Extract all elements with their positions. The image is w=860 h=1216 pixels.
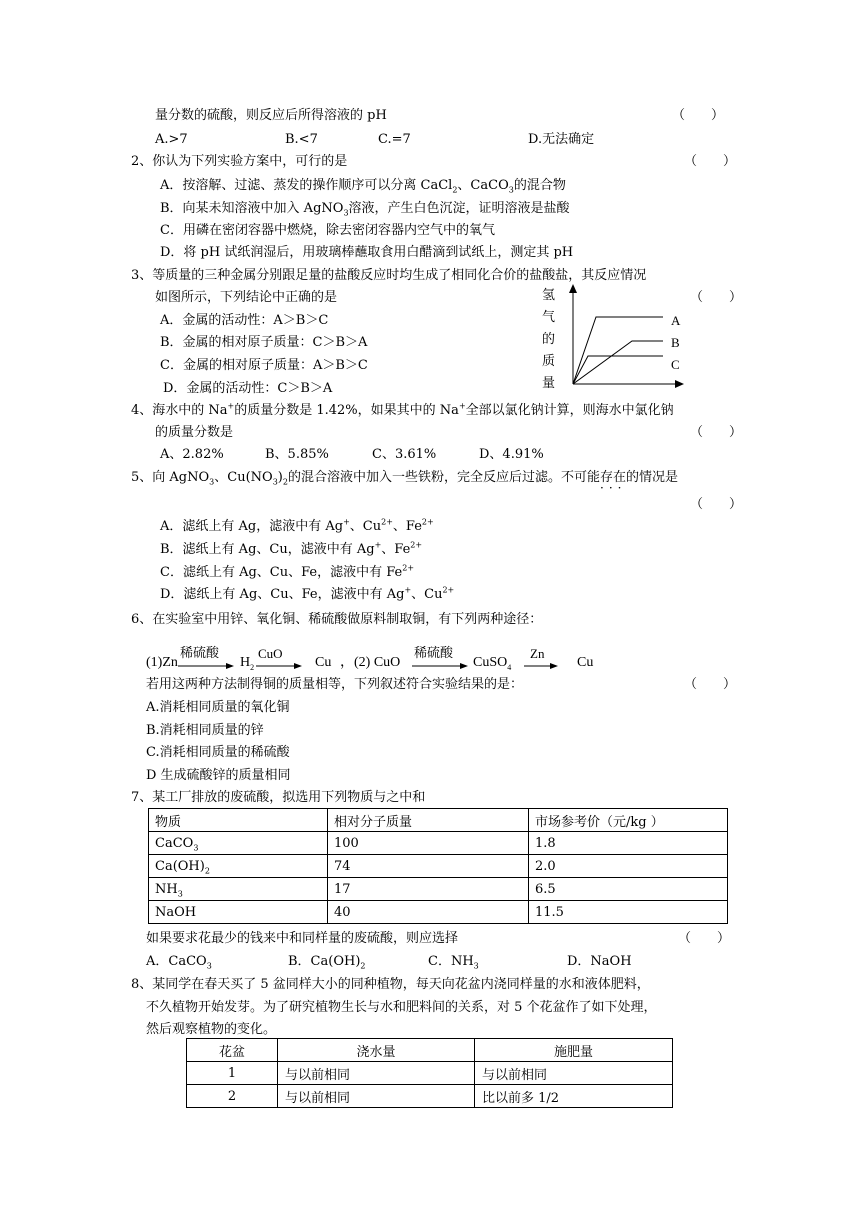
- q7-header-molar-mass: 相对分子质量: [328, 809, 529, 832]
- q8-header-water: 浇水量: [278, 1039, 475, 1062]
- q7-cell-substance: [149, 878, 328, 901]
- q7-cell-price: 2.0: [529, 855, 728, 878]
- q4-t2: 的质量分数是 1.42%，如果其中的 Na: [234, 403, 459, 418]
- q4-option-b: B、5.85%: [265, 447, 329, 462]
- q5-b-t1: B．滤纸上有 Ag、Cu，滤液中有 Ag: [160, 542, 375, 557]
- q8-plant-table: [186, 1038, 673, 1108]
- q5-d-s2: 2+: [442, 585, 455, 595]
- q8-cell-water: 与以前相同: [278, 1085, 475, 1108]
- q3-graph-line-b: [573, 341, 663, 384]
- q2-b-text2: 溶液，产生白色沉淀，证明溶液是盐酸: [348, 201, 570, 216]
- q2-b-text1: B．向某未知溶液中加入 AgNO: [160, 201, 344, 216]
- q3-graph-line-c: [573, 356, 663, 384]
- table-header-row: [149, 809, 728, 832]
- q5-sub3: 2: [282, 477, 288, 487]
- q5-b-s2: 2+: [410, 540, 423, 550]
- q3-graph-ylabel-2: 气: [542, 310, 556, 325]
- q5-option-a: [160, 518, 434, 536]
- q3-graph-x-arrow: [675, 380, 684, 388]
- q6-stem: 6、在实验室中用锌、氧化铜、稀硫酸做原料制取铜，有下列两种途径：: [131, 612, 543, 627]
- q3-graph-ylabel-5: 量: [542, 376, 556, 391]
- q1-option-b: B.<7: [285, 132, 318, 147]
- q4-option-c: C、3.61%: [372, 447, 437, 462]
- q7-price-table: [148, 808, 728, 924]
- q7-cell-price: 6.5: [529, 878, 728, 901]
- q5-answer-paren: （ ）: [690, 497, 743, 512]
- q5-d-t2: 、Cu: [411, 587, 443, 602]
- q2-option-c: C．用磷在密闭容器中燃烧，除去密闭容器内空气中的氧气: [160, 223, 495, 238]
- q6-route2-arrow1: [412, 662, 468, 670]
- q7-option-b: [288, 953, 365, 971]
- q6-route2-arrow2: [524, 662, 558, 670]
- q7-r2-sub: 2: [204, 866, 210, 876]
- q6-route1-arrow1: [178, 662, 234, 670]
- q7-question: 如果要求花最少的钱来中和同样量的废硫酸，则应选择: [146, 931, 459, 946]
- q4-sup2: +: [458, 401, 466, 411]
- q4-sup1: +: [227, 401, 235, 411]
- q5-t3: ): [277, 470, 283, 485]
- table-row: [187, 1085, 673, 1108]
- q7-r4-formula: NaOH: [155, 904, 197, 920]
- q7-cell-molar-mass: 74: [328, 855, 529, 878]
- q6-cuso4-sub: 4: [507, 662, 512, 672]
- q5-a-s3: 2+: [421, 517, 434, 527]
- q4-answer-paren: （ ）: [690, 425, 743, 440]
- q4-stem-line2: 的质量分数是: [155, 425, 234, 440]
- q6-h2-text: H: [240, 655, 251, 670]
- q5-sub2: 3: [272, 477, 278, 487]
- q3-option-d: D．金属的活动性：C＞B＞A: [163, 381, 333, 396]
- q7-b-t: B．Ca(OH): [288, 954, 361, 969]
- q6-route2-cu: Cu: [577, 655, 594, 670]
- q5-sub1: 3: [209, 477, 215, 487]
- q8-header-fertilizer: 施肥量: [475, 1039, 673, 1062]
- q5-t5: 存在的情况是: [599, 470, 678, 485]
- q3-graph: [538, 283, 698, 395]
- q5-stem: [131, 469, 678, 487]
- q1-option-d: D.无法确定: [528, 132, 595, 147]
- q7-d-t: D．NaOH: [567, 954, 632, 969]
- q6-question: 若用这两种方法制得铜的质量相等，下列叙述符合实验结果的是：: [146, 677, 524, 692]
- q7-r1-sub: 3: [193, 843, 199, 853]
- q3-stem-line1: 3、等质量的三种金属分别跟足量的盐酸反应时均生成了相同化合价的盐酸盐，其反应情况: [131, 268, 647, 283]
- q6-route1-reagent2: CuO: [258, 646, 283, 661]
- q7-cell-molar-mass: 100: [328, 832, 529, 855]
- q3-graph-label-a: A: [671, 313, 681, 328]
- q3-graph-ylabel-3: 的: [542, 332, 556, 347]
- q5-c-t1: C．滤纸上有 Ag、Cu、Fe，滤液中有 Fe: [160, 565, 403, 580]
- q3-option-c: C．金属的相对原子质量：A＞B＞C: [160, 358, 368, 373]
- q7-header-price: 市场参考价（元/kg ）: [529, 809, 728, 832]
- q5-t2: 、Cu(NO: [214, 470, 273, 485]
- q7-c-t: C．NH: [428, 954, 474, 969]
- q7-option-a: [146, 953, 212, 971]
- q7-option-d: [567, 953, 632, 971]
- q7-cell-substance: [149, 855, 328, 878]
- q3-graph-label-c: C: [671, 357, 680, 372]
- q6-h2-sub: 2: [250, 662, 255, 672]
- q3-option-a: A．金属的活动性：A＞B＞C: [160, 313, 329, 328]
- q6-route2-cuo: ，(2) CuO: [340, 655, 401, 670]
- q5-option-c: [160, 564, 414, 582]
- q6-reaction-routes: [146, 648, 606, 678]
- q6-route1-arrow2: [256, 662, 302, 670]
- q3-graph-ylabel-1: 氢: [542, 288, 556, 303]
- q5-d-s1: +: [404, 585, 412, 595]
- q7-r2-formula: Ca(OH): [155, 858, 205, 874]
- q7-a-t: A．CaCO: [146, 954, 207, 969]
- q1-answer-paren: （ ）: [672, 108, 725, 123]
- q5-t4: 的混合溶液中加入一些铁粉，完全反应后过滤。: [287, 470, 561, 485]
- q7-c-sub: 3: [473, 961, 479, 971]
- q2-a-text3: 的混合物: [513, 178, 566, 193]
- q1-option-c: C.=7: [378, 132, 411, 147]
- q6-option-c: C.消耗相同质量的稀硫酸: [146, 745, 290, 760]
- q5-b-t2: 、Fe: [381, 542, 411, 557]
- q4-t1: 4、海水中的 Na: [131, 403, 228, 418]
- q7-cell-price: 1.8: [529, 832, 728, 855]
- q7-r3-sub: 3: [177, 889, 183, 899]
- q6-route1-zn: (1)Zn: [146, 655, 178, 670]
- q5-a-s1: +: [343, 517, 350, 527]
- q8-stem-line2: 不久植物开始发芽。为了研究植物生长与水和肥料间的关系，对 5 个花盆作了如下处理，: [146, 1000, 657, 1015]
- q5-a-t2: 、Cu: [349, 519, 382, 534]
- q7-answer-paren: （ ）: [678, 931, 731, 946]
- q7-cell-substance: [149, 832, 328, 855]
- q6-route1-reagent1: 稀硫酸: [180, 646, 220, 661]
- q6-route2-reagent1: 稀硫酸: [414, 646, 454, 661]
- q6-route1-h2: [240, 654, 254, 672]
- q7-cell-substance: [149, 901, 328, 924]
- table-row: [149, 855, 728, 878]
- q8-cell-water: 与以前相同: [278, 1062, 475, 1085]
- q7-option-c: [428, 953, 479, 971]
- q7-cell-molar-mass: 40: [328, 901, 529, 924]
- q8-stem-line3: 然后观察植物的变化。: [146, 1022, 277, 1037]
- q3-option-b: B．金属的相对原子质量：C＞B＞A: [160, 335, 368, 350]
- q8-cell-pot: 1: [187, 1062, 278, 1085]
- q8-cell-fertilizer: 比以前多 1/2: [475, 1085, 673, 1108]
- q2-option-b: [160, 200, 570, 218]
- q5-t1: 5、向 AgNO: [131, 470, 210, 485]
- q7-r3-formula: NH: [155, 881, 178, 897]
- table-row: [149, 832, 728, 855]
- q8-cell-pot: 2: [187, 1085, 278, 1108]
- q8-cell-fertilizer: 与以前相同: [475, 1062, 673, 1085]
- q6-route1-cu: Cu: [315, 655, 332, 670]
- q5-d-t1: D．滤纸上有 Ag、Cu、Fe，滤液中有 Ag: [160, 587, 405, 602]
- q4-option-a: A、2.82%: [160, 447, 224, 462]
- q6-option-a: A.消耗相同质量的氧化铜: [146, 700, 290, 715]
- q5-option-d: [160, 586, 454, 604]
- q7-stem: 7、某工厂排放的废硫酸，拟选用下列物质与之中和: [131, 790, 426, 805]
- q1-stem: [155, 107, 387, 125]
- q2-a-text2: 、CaCO: [457, 178, 509, 193]
- q8-header-pot: 花盆: [187, 1039, 278, 1062]
- q7-a-sub: 3: [206, 961, 212, 971]
- q5-a-t1: A．滤纸上有 Ag，滤液中有 Ag: [160, 519, 344, 534]
- q5-option-b: [160, 541, 422, 559]
- q1-stem-text: 量分数的硫酸，则反应后所得溶液的 pH: [155, 108, 387, 123]
- q7-b-sub: 2: [360, 961, 366, 971]
- table-row: [187, 1062, 673, 1085]
- q3-answer-paren: （ ）: [690, 290, 743, 305]
- q7-r1-formula: CaCO: [155, 835, 194, 851]
- q6-answer-paren: （ ）: [684, 677, 737, 692]
- q5-a-t3: 、Fe: [392, 519, 422, 534]
- q2-a-sub1: 2: [452, 185, 458, 195]
- q4-t3: 全部以氯化钠计算，则海水中氯化钠: [465, 403, 674, 418]
- q3-graph-y-arrow: [569, 284, 577, 293]
- table-row: [149, 878, 728, 901]
- q7-cell-molar-mass: 17: [328, 878, 529, 901]
- q5-c-s1: 2+: [402, 563, 415, 573]
- q2-stem: 2、你认为下列实验方案中，可行的是: [131, 154, 348, 169]
- table-row: [149, 901, 728, 924]
- q6-route2-reagent2: Zn: [530, 646, 545, 661]
- q2-option-a: [160, 177, 566, 195]
- q5-b-s1: +: [374, 540, 382, 550]
- q6-option-b: B.消耗相同质量的锌: [146, 723, 264, 738]
- q2-option-d: D．将 pH 试纸润湿后，用玻璃棒蘸取食用白醋滴到试纸上，测定其 pH: [160, 245, 574, 260]
- table-header-row: [187, 1039, 673, 1062]
- q6-route2-cuso4: [473, 654, 511, 672]
- q3-graph-ylabel-4: 质: [542, 354, 556, 369]
- q5-a-s2: 2+: [381, 517, 393, 527]
- q3-stem-line2: 如图所示，下列结论中正确的是: [155, 290, 338, 305]
- q4-stem-line1: [131, 402, 674, 420]
- q2-a-text1: A．按溶解、过滤、蒸发的操作顺序可以分离 CaCl: [160, 178, 453, 193]
- q8-stem-line1: 8、某同学在春天买了 5 盆同样大小的同种植物，每天向花盆内浇同样量的水和液体肥料，: [131, 977, 650, 992]
- q3-graph-label-b: B: [671, 335, 680, 350]
- q6-cuso4-text: CuSO: [473, 655, 508, 670]
- q2-answer-paren: （ ）: [684, 154, 737, 169]
- q1-option-a: A.>7: [155, 132, 188, 147]
- q2-b-sub1: 3: [343, 208, 349, 218]
- q6-option-d: D 生成硫酸锌的质量相同: [146, 768, 291, 783]
- q5-emphasis: 不可能: [560, 470, 600, 485]
- q7-header-substance: 物质: [149, 809, 328, 832]
- q4-option-d: D、4.91%: [479, 447, 544, 462]
- q5-emphasis-dots: ···: [600, 481, 627, 495]
- q7-cell-price: 11.5: [529, 901, 728, 924]
- q2-a-sub2: 3: [508, 185, 514, 195]
